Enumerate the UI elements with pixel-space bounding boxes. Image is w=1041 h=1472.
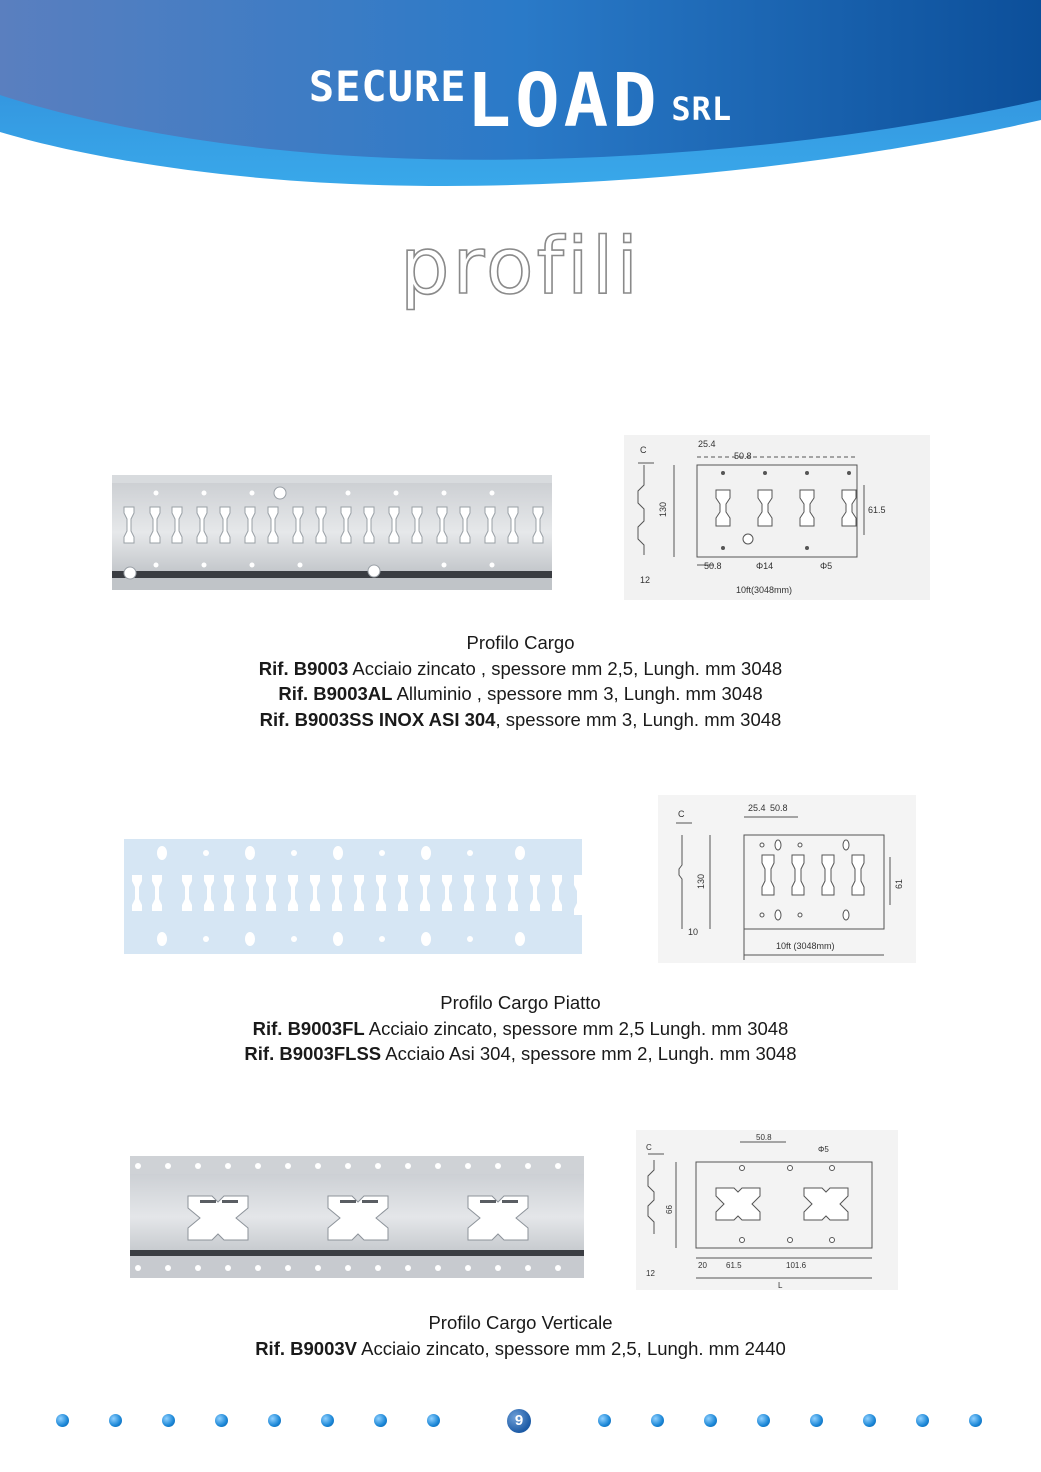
drawing-label: 130 [658,501,668,517]
drawing-label: 50.8 [734,451,752,461]
product-name: Profilo Cargo [466,632,575,653]
bullet-dot [598,1414,611,1427]
product-desc: Acciaio zincato, spessore mm 2,5 Lungh. mm 3048 [364,1017,789,1039]
company-logo [0,58,1041,148]
product-line [0,656,1041,682]
drawing-label: 66 [665,1205,674,1214]
drawing-label: 10 [688,927,699,937]
product-ref: Rif. B9003AL [278,683,393,704]
product-line [0,1336,1041,1362]
product-line [0,1041,1041,1067]
drawing-label: 130 [696,873,706,889]
drawing-label: L [778,1281,783,1290]
product-caption [0,1310,1041,1361]
logo-secure: SECURE [308,62,467,111]
drawing-label: 61 [894,878,904,889]
product-photo [130,1156,584,1278]
product-desc: Alluminio , spessore mm 3, Lungh. mm 3048 [392,683,763,704]
drawing-label: 12 [646,1269,655,1278]
bullet-dot [56,1414,69,1427]
product-ref: Rif. B9003 [258,657,349,679]
drawing-label: Φ5 [820,561,833,571]
product-ref: Rif. B9003FLSS [244,1043,382,1064]
bullet-dot [374,1414,387,1427]
logo-load: LOAD [466,58,661,144]
drawing-label: 50.8 [704,561,722,571]
drawing-label: 61.5 [726,1261,742,1270]
bullet-dot [863,1414,876,1427]
drawing-label: 61.5 [868,505,886,515]
drawing-label: 12 [640,575,651,585]
drawing-label: Φ14 [756,561,774,571]
page-number: 9 [507,1409,531,1433]
bullet-dot [969,1414,982,1427]
page-title: profili [399,222,642,312]
drawing-label-c: C [646,1143,652,1152]
product-photo [112,475,552,595]
bullet-dot [916,1414,929,1427]
product-name: Profilo Cargo Piatto [440,992,601,1013]
product-ref: Rif. B9003SS INOX ASI 304 [259,708,496,730]
drawing-label: Φ5 [818,1145,829,1154]
bullet-dot [215,1414,228,1427]
drawing-label: 50.8 [770,803,788,813]
drawing-label: 101.6 [786,1261,807,1270]
logo-srl: SRL [671,90,733,128]
drawing-label: 20 [698,1261,707,1270]
product-ref: Rif. B9003FL [252,1017,365,1039]
header-banner [0,0,1041,200]
product-ref: Rif. B9003V [255,1337,357,1359]
bullet-dot [757,1414,770,1427]
drawing-label: 25.4 [698,439,716,449]
product-line [0,1016,1041,1042]
technical-drawing [624,435,930,600]
product-caption [0,630,1041,732]
bullet-dot [427,1414,440,1427]
technical-drawing [658,795,916,963]
product-photo [124,839,582,954]
drawing-label: 10ft (3048mm) [776,941,835,951]
product-caption [0,990,1041,1067]
drawing-label-c: C [640,445,647,455]
footer [0,1404,1041,1438]
product-desc: Acciaio Asi 304, spessore mm 2, Lungh. mm 3048 [381,1043,797,1064]
drawing-label: 50.8 [756,1133,772,1142]
drawing-label: 10ft(3048mm) [736,585,793,595]
technical-drawing [636,1130,898,1290]
bullet-dot [109,1414,122,1427]
product-desc: Acciaio zincato , spessore mm 2,5, Lungh. mm 3048 [348,657,783,679]
product-desc: Acciaio zincato, spessore mm 2,5, Lungh. mm 2440 [356,1337,786,1359]
bullet-dot [268,1414,281,1427]
drawing-label: 25.4 [748,803,766,813]
bullet-dot [810,1414,823,1427]
bullet-dot [651,1414,664,1427]
drawing-label-c: C [678,809,685,819]
bullet-dot [162,1414,175,1427]
bullet-dot [704,1414,717,1427]
product-line [0,707,1041,733]
product-name: Profilo Cargo Verticale [428,1312,613,1333]
bullet-dot [321,1414,334,1427]
product-desc: , spessore mm 3, Lungh. mm 3048 [495,708,782,730]
product-line [0,681,1041,707]
